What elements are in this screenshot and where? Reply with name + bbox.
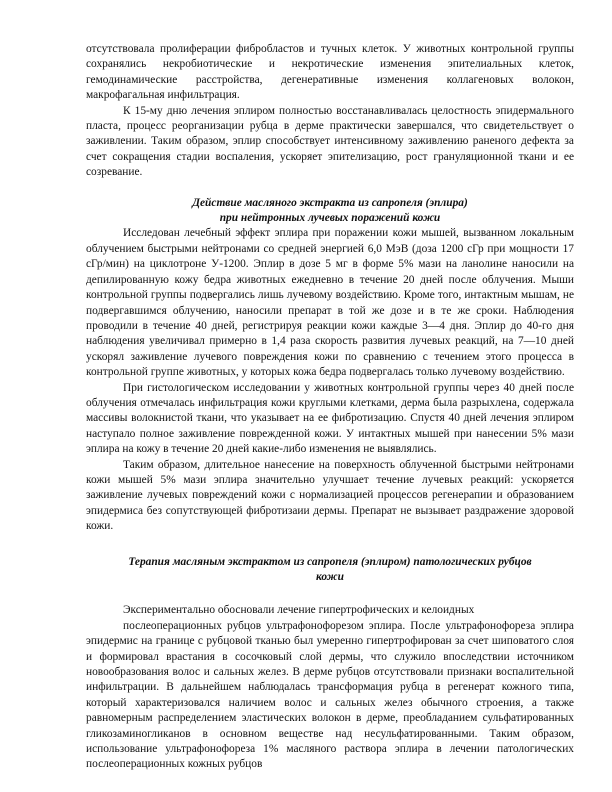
body-paragraph: Исследован лечебный эффект эплира при поражении кожи мышей, вызванном локальным облучением быстрыми нейтронами со средней энергией 6,0 МэВ (доза 1200 сГр при мощности 17 сГр/мин) на циклотроне У-1200. Эплир в дозе 5 мг в форме 5% мази на ланолине наносили на депилированную кожу бедра животных ежедневно в течение 20 дней после облучения. Мыши контрольной группы подвергались лишь лучевому воздействию. Кроме того, интактным мышам, не подвергавшимся облучению, наносили препарат в той же дозе и в те же сроки. Наблюдения проводили в течение 40 дней, регистрируя реакции кожи каждые 3—4 дня. Эплир до 40-го дня наблюдения увеличивал примерно в 1,4 раза скорость развития лучевых реакций, на 7—10 дней ускорял заживление лучевого повреждения кожи по сравнению с течением этого процесса в контрольной группе животных, у которых кожа бедра подвергалась только лучевому воздействию. [86,227,574,379]
body-paragraph: отсутствовала пролиферации фибробластов и тучных клеток. У животных контрольной группы сохранялись некробиотические и некротические изменения эпителиальных клеток, гемодинамические расстройства, дегенеративные изменения коллагеновых волокон, макрофагальная инфильтрация. [86,43,574,102]
section-heading [86,555,574,586]
body-paragraph: послеоперационных рубцов ультрафонофорезом эплира. После ультрафонофореза эплира эпидермис на границе с рубцовой тканью был умеренно гипертрофирован за счет шиповатого слоя и формировал врастания в сосочковый слой дермы, что служило впоследствии источником новообразования волос и сальных желез. В дерме рубцов отсутствовали признаки воспалительной инфильтрации. В дальнейшем наблюдалась трансформация рубца в регенерат кожного типа, который характеризовался наличием волос и сальных желез обычного строения, а также равномерным распределением эластических волокон в дерме, преобладанием сульфатированных гликозаминогликанов в основном веществе над несульфатированными. Таким образом, использование ультрафонофореза 1% масляного раствора эплира в лечении патологических послеоперационных кожных рубцов [86,619,574,771]
section-heading [86,196,574,227]
body-paragraph-first-line: Экспериментально обосновали лечение гипертрофических и келоидных [123,604,475,617]
body-paragraph: Таким образом, длительное нанесение на поверхность облученной быстрыми нейтронами кожи мышей 5% мази эплира значительно улучшает течение лучевых реакций: ускоряется заживление лучевых повреждений кожи с нормализацией процессов регенерапии и образованием эпидермиса без сопутствующей фибротизаии дермы. Препарат не вызывает раздражение здоровой кожи. [86,458,574,533]
section-heading-line: Терапия масляным экстрактом из сапропеля (эплиром) патологических рубцов [128,555,532,568]
body-paragraph: При гистологическом исследовании у животных контрольной группы через 40 дней после облучения отмечалась инфильтрация кожи круглыми клетками, дерма была разрыхлена, содержала массивы волокнистой ткани, что указывает на ее фибротизацию. Спустя 40 дней лечения эплиром наступало полное заживление поврежденной кожи. У интактных мышей при нанесении 5% мази эплира на кожу в течение 20 дней какие-либо изменения не выявлялись. [86,381,574,456]
section-heading-line: Действие масляного экстракта из сапропеля (эплира) [192,196,468,209]
section-heading-line: при нейтронных лучевых поражений кожи [219,212,441,225]
section-heading-line: кожи [316,571,344,583]
body-paragraph: К 15-му дню лечения эплиром полностью восстанавливалась целостность эпидермального пласта, процесс реорганизации рубца в дерме практически завершался, что свидетельствует о заживлении. Таким образом, эплир способствует интенсивному заживлению раненого дефекта за счет сокращения стадии воспаления, ускоряет эпителизацию, рост грануляционной ткани и ее созревание. [86,104,574,179]
